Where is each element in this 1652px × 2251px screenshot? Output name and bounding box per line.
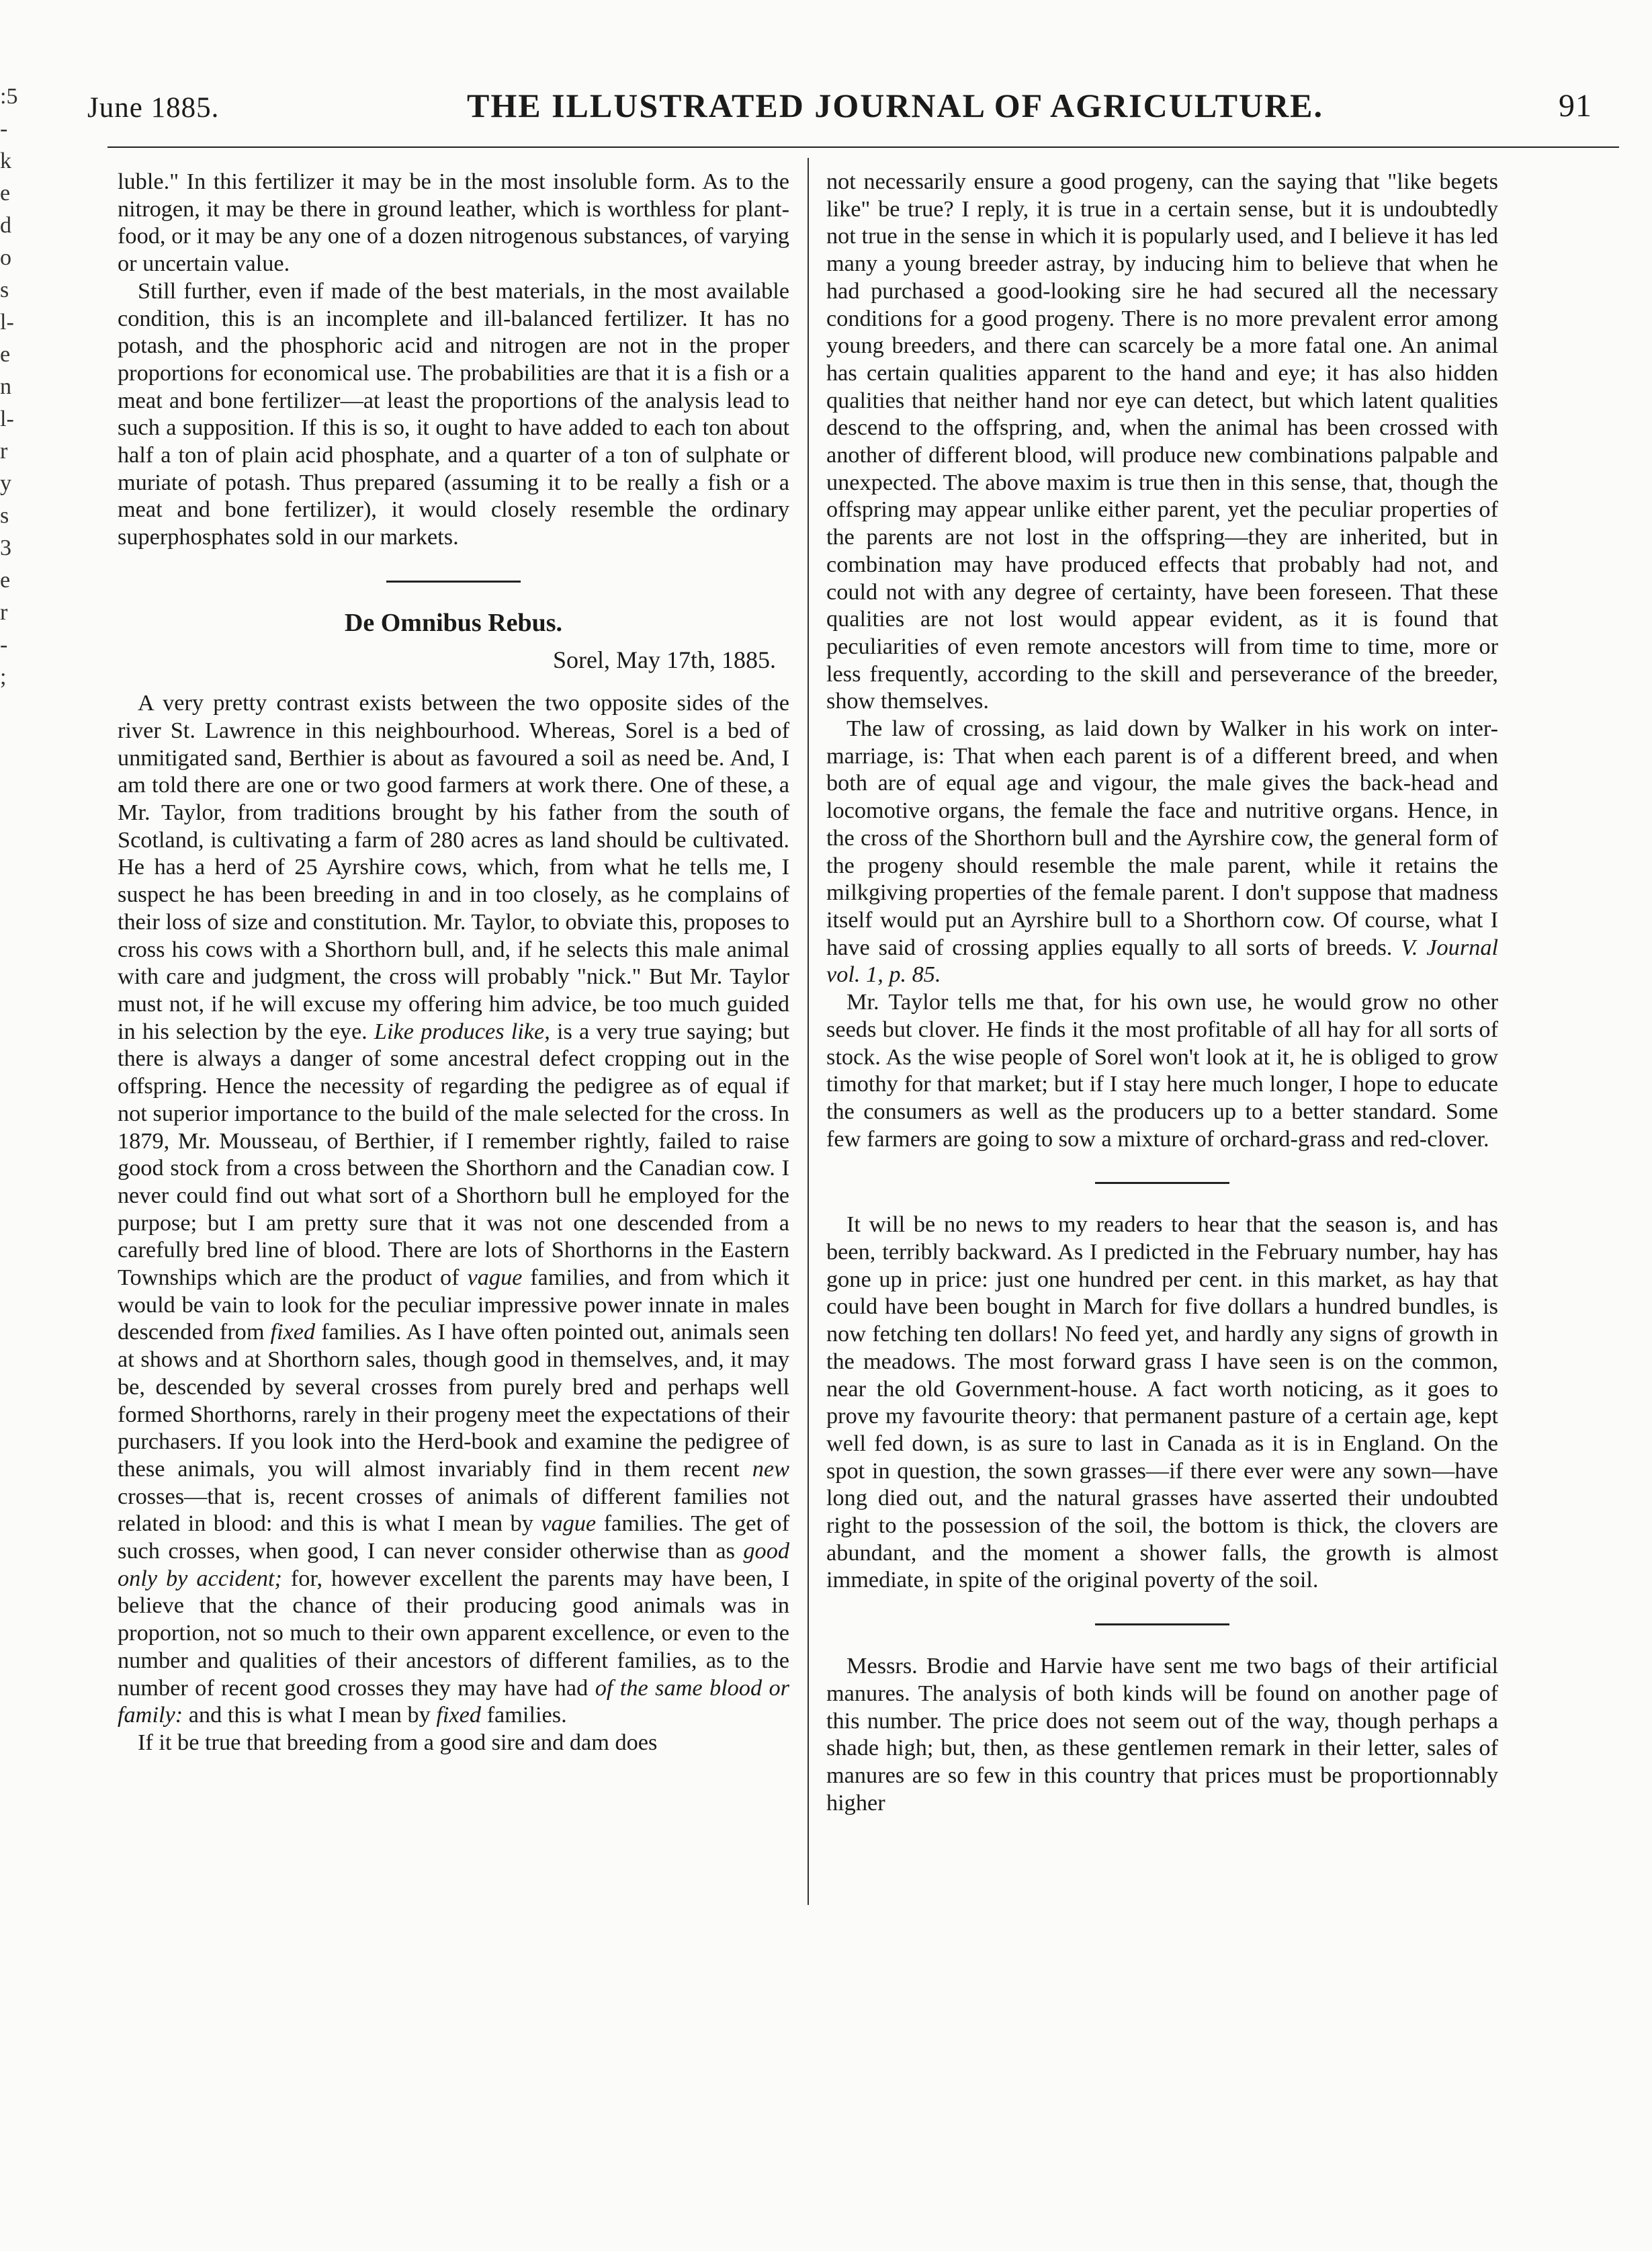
paragraph: not necessarily ensure a good progeny, can the saying that "like begets like" be true? I reply, it is true in a certain sense, but it is undoubtedly not true in the sense in which it is popularly used, and I believe it has led many a young breeder astray, by inducing him to believe that when he had purchased a good-looking sire he had secured all the necessary conditions for a good progeny. There is no more prevalent error among young breeders, and there can scarcely be a more fatal one. An animal has certain qualities apparent to the hand and eye; it has also hidden qualities that neither hand nor eye can detect, but which latent qualities descend to the offspring, and, when the animal has been crossed with another of different blood, will produce new combinations palpable and unexpected. The above maxim is true then in this sense, that, though the offspring may appear unlike either parent, yet the peculiar properties of the parents are not lost in the offspring—they are inherited, but in combination may have produced effects that probably had not, and could not with any degree of certainty, have been foreseen. That these qualities are not lost would appear evident, as it is found that peculiarities of even remote ancestors will from time to time, more or less frequently, according to the skill and perseverance of the breeder, show themselves.: [826, 169, 1498, 714]
italic-phrase: new: [752, 1455, 790, 1482]
paragraph: Messrs. Brodie and Harvie have sent me two bags of their artificial manures. The analysis of both kinds will be found on another page of this number. The price does not seem out of the way, though perhaps a shade high; but, then, as these gentlemen remark in their letter, sales of manures are so few in this country that prices must be proportionnably higher: [826, 1653, 1498, 1816]
margin-fragment: l-: [0, 407, 14, 431]
margin-fragment: r: [0, 439, 8, 464]
journal-title: THE ILLUSTRATED JOURNAL OF AGRICULTURE.: [467, 87, 1324, 124]
margin-fragment: d: [0, 213, 11, 238]
paragraph: It will be no news to my readers to hear that the season is, and has been, terribly backward. As I predicted in the February number, hay has gone up in price: just one hundred per cent. in this market, as hay that could have been bought in March for five dollars a hundred bundles, is now fetching ten dollars! No feed yet, and hardly any signs of growth in the meadows. The most forward grass I have seen is on the common, near the old Government-house. A fact worth noticing, as it goes to prove my favourite theory: that permanent pasture of a certain age, kept well fed down, is as sure to last in Canada as it is in England. On the spot in question, the sown grasses—if there ever were any sown—have long died out, and the natural grasses have asserted their undoubted right to the possession of the soil, the bottom is thick, the clovers are abundant, and the moment a shower falls, the growth is almost immediate, in spite of the original poverty of the soil.: [826, 1212, 1498, 1593]
paragraph: Still further, even if made of the best materials, in the most available condition, this is an incomplete and ill-balanced fertilizer. It has no potash, and the phosphoric acid and nitrogen are not in the proper proportions for economical use. The probabilities are that it is a fish or a meat and bone fertilizer—at least the proportions of the analysis lead to such a supposition. If this is so, it ought to have added to each ton about half a ton of plain acid phosphate, and a quarter of a ton of sulphate or muriate of potash. Thus prepared (assuming it to be really a fish or a meat and bone fertilizer), it would closely resemble the ordinary superphosphates sold in our markets.: [118, 278, 789, 550]
italic-phrase: Like produces like,: [374, 1018, 550, 1044]
section-divider: [386, 581, 521, 583]
issue-date: June 1885.: [87, 92, 220, 124]
page-number: 91: [1559, 88, 1592, 124]
margin-fragment: r: [0, 600, 8, 625]
article-headline: De Omnibus Rebus.: [344, 608, 563, 637]
margin-fragment: -: [0, 116, 8, 141]
left-column: [118, 168, 789, 1756]
italic-phrase: fixed: [270, 1319, 316, 1345]
page-header: [47, 86, 1612, 126]
article-dateline: Sorel, May 17th, 1885.: [553, 646, 776, 673]
margin-fragment: n: [0, 374, 11, 399]
margin-fragment: :5: [0, 84, 18, 109]
italic-phrase: fixed: [436, 1702, 482, 1728]
margin-fragment: e: [0, 568, 11, 593]
section-divider: [1095, 1182, 1229, 1184]
margin-fragments: [0, 81, 27, 693]
italic-phrase: good only by accident;: [118, 1538, 789, 1591]
margin-fragment: ;: [0, 665, 7, 689]
margin-fragment: 3: [0, 536, 11, 560]
margin-fragment: e: [0, 342, 11, 367]
header-rule: [107, 146, 1619, 148]
italic-phrase: of the same blood or family:: [118, 1674, 789, 1728]
italic-phrase: vague: [467, 1265, 523, 1291]
margin-fragment: s: [0, 278, 9, 302]
paragraph: luble." In this fertilizer it may be in the most insoluble form. As to the nitrogen, it may be there in ground leather, which is worthless for plant-food, or it may be any one of a dozen nitrogenous substances, of varying or uncertain value.: [118, 169, 789, 277]
column-divider: [808, 158, 809, 1905]
margin-fragment: l-: [0, 310, 14, 335]
paragraph: The law of crossing, as laid down by Walker in his work on inter-marriage, is: That when each parent is of a different breed, and when both are of equal age and vigour, the male gives the back-head and locomotive organs, the female the face and nutritive organs. Hence, in the cross of the Shorthorn bull and the Ayrshire cow, the general form of the progeny should resemble the male parent, while it retains the milkgiving properties of the female parent. I don't suppose that madness itself would put an Ayrshire bull to a Shorthorn cow. Of course, what I have said of crossing applies equally to all sorts of breeds. V. Journal vol. 1, p. 85.: [826, 716, 1498, 988]
margin-fragment: k: [0, 148, 11, 173]
right-column: [826, 168, 1498, 1816]
paragraph: A very pretty contrast exists between the two opposite sides of the river St. Lawrence in this neighbourhood. Whereas, Sorel is a bed of unmitigated sand, Berthier is about as favoured a soil as need be. And, I am told there are one or two good farmers at work there. One of these, a Mr. Taylor, from traditions brought by his father from the south of Scotland, is cultivating a farm of 280 acres as land should be cultivated. He has a herd of 25 Ayrshire cows, which, from what he tells me, I suspect he has been breeding in and in too closely, as he complains of their loss of size and constitution. Mr. Taylor, to obviate this, proposes to cross his cows with a Shorthorn bull, and, if he selects this male animal with care and judgment, the cross will probably "nick." But Mr. Taylor must not, if he will excuse my offering him advice, be too much guided in his selection by the eye. Like produces like, is a very true saying; but there is always a danger of some ancestral defect cropping out in the offspring. Hence the necessity of regarding the pedigree as of equal if not superior importance to the build of the male selected for the cross. In 1879, Mr. Mousseau, of Berthier, if I remember rightly, failed to raise good stock from a cross between the Shorthorn and the Canadian cow. I never could find out what sort of a Shorthorn bull he employed for the purpose; but I am pretty sure that it was not one descended from a carefully bred line of blood. There are lots of Shorthorns in the Eastern Townships which are the product of vague families, and from which it would be vain to look for the peculiar impressive power innate in males descended from fixed families. As I have often pointed out, animals seen at shows and at Shorthorn sales, though good in themselves, and, it may be, descended by several crosses from purely bred and perhaps well formed Shorthorns, rarely in their progeny meet the expectations of their purchasers. If you look into the Herd-book and examine the pedigree of these animals, you will almost invariably find in them recent new crosses—that is, recent crosses of animals of different families not related in blood: and this is what I mean by vague families. The get of such crosses, when good, I can never consider otherwise than as good only by accident; for, however excellent the parents may have been, I believe that the chance of their producing good animals was in proportion, not so much to their own apparent excellence, or even to the number and qualities of their ancestors of different families, as to the number of recent good crosses they may have had of the same blood or family: and this is what I mean by fixed families.: [118, 690, 790, 1728]
margin-fragment: s: [0, 503, 9, 528]
section-divider: [1095, 1623, 1229, 1625]
margin-fragment: y: [0, 471, 11, 496]
journal-reference: V. Journal vol. 1, p. 85.: [826, 934, 1498, 988]
margin-fragment: o: [0, 245, 11, 270]
margin-fragment: e: [0, 181, 11, 206]
paragraph: If it be true that breeding from a good sire and dam does: [138, 1729, 658, 1755]
paragraph: Mr. Taylor tells me that, for his own use, he would grow no other seeds but clover. He finds it the most profitable of all hay for all sorts of stock. As the wise people of Sorel won't look at it, he is obliged to grow timothy for that market; but if I stay here much longer, I hope to educate the consumers as well as the producers up to a better standard. Some few farmers are going to sow a mixture of orchard-grass and red-clover.: [826, 989, 1498, 1152]
italic-phrase: vague: [541, 1511, 597, 1537]
margin-fragment: -: [0, 632, 8, 657]
